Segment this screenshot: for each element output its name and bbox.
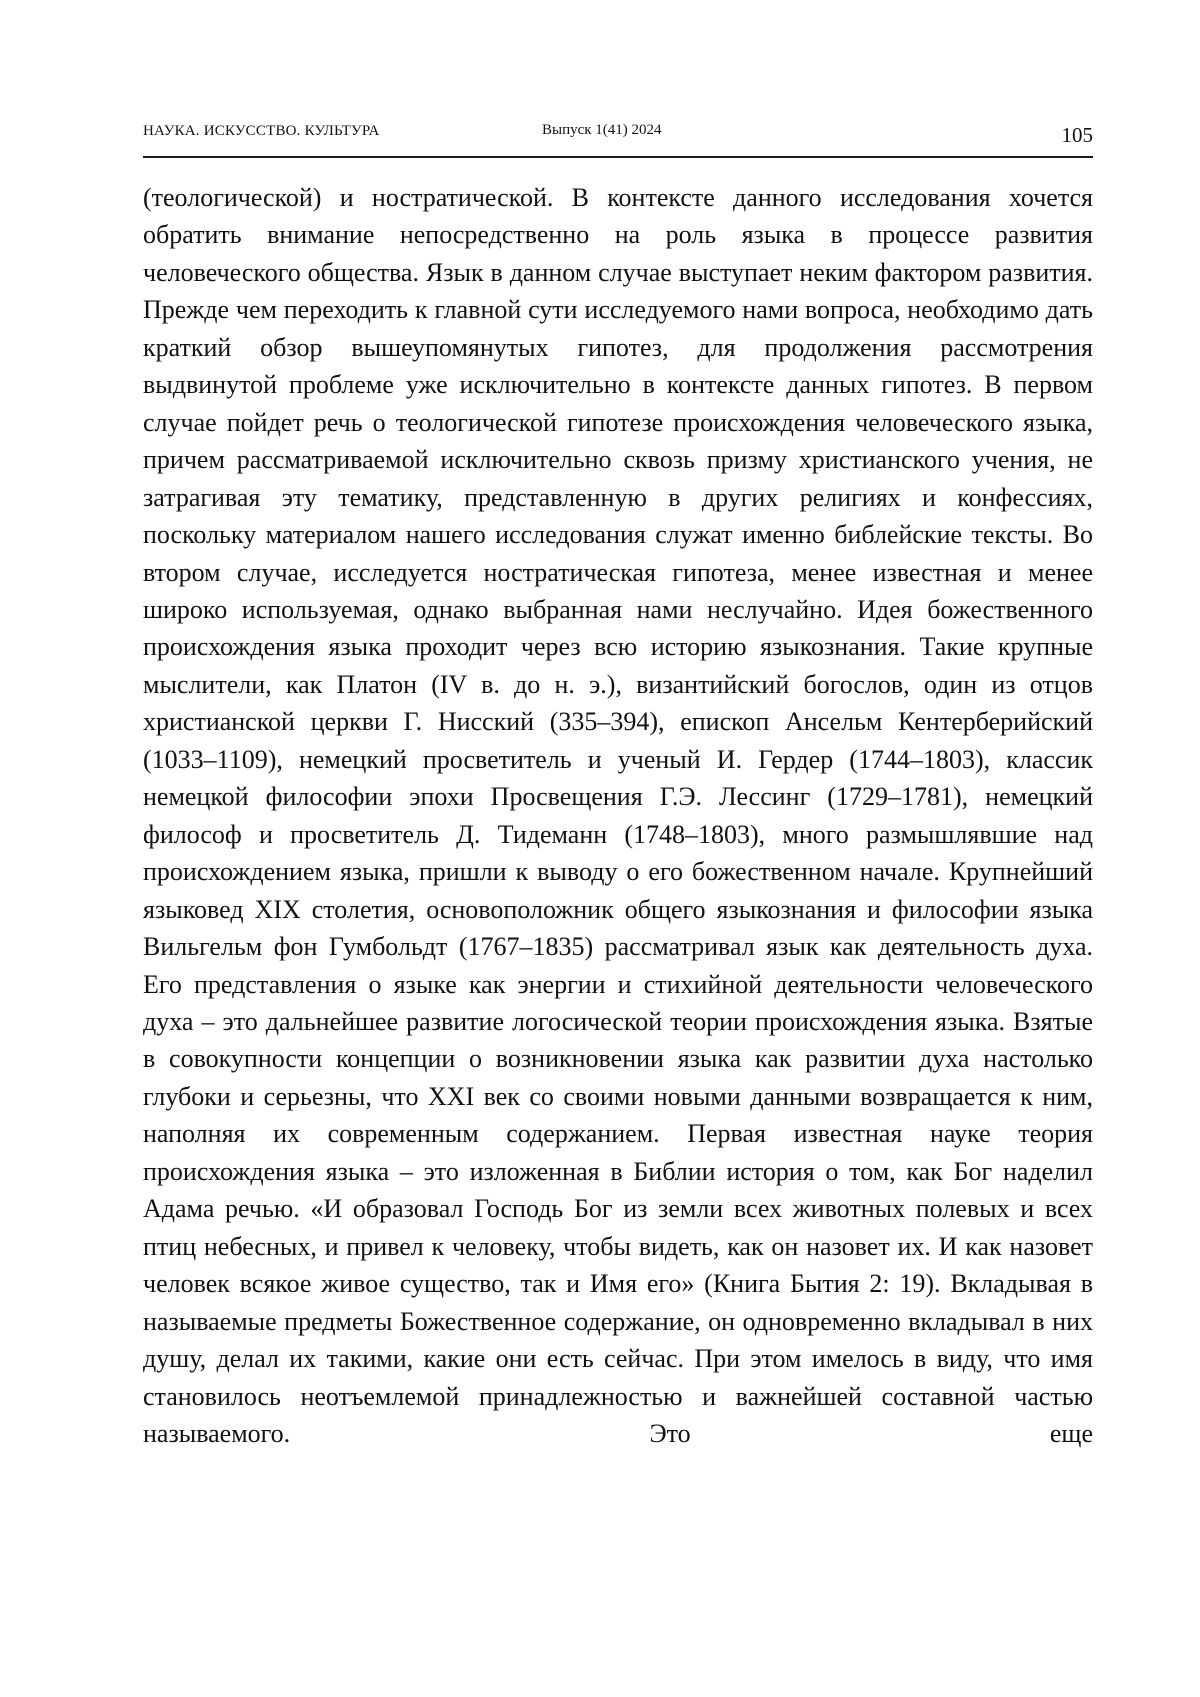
journal-page bbox=[0, 0, 1200, 1697]
running-header bbox=[143, 116, 1093, 158]
journal-title: НАУКА. ИСКУССТВО. КУЛЬТУРА bbox=[143, 123, 380, 140]
page-number: 105 bbox=[1062, 123, 1094, 148]
body-paragraph: (теологической) и ностратической. В контексте данного исследования хочется обратить внимание непосредственно на роль языка в процессе развития человеческого общества. Язык в данном случае выступает неким фактором развития. Прежде чем переходить к главной сути исследуемого нами вопроса, необходимо дать краткий обзор вышеупомянутых гипотез, для продолжения рассмотрения выдвинутой проблеме уже исключительно в контексте данных гипотез. В первом случае пойдет речь о теологической гипотезе происхождения человеческого языка, причем рассматриваемой исключительно сквозь призму христианского учения, не затрагивая эту тематику, представленную в других религиях и конфессиях, поскольку материалом нашего исследования служат именно библейские тексты. Во втором случае, исследуется ностратическая гипотеза, менее известная и менее широко используемая, однако выбранная нами неслучайно. Идея божественного происхождения языка проходит через всю историю языкознания. Такие крупные мыслители, как Платон (IV в. до н. э.), византийский богослов, один из отцов христианской церкви Г. Нисский (335–394), епископ Ансельм Кентерберийский (1033–1109), немецкий просветитель и ученый И. Гердер (1744–1803), классик немецкой философии эпохи Просвещения Г.Э. Лессинг (1729–1781), немецкий философ и просветитель Д. Тидеманн (1748–1803), много размышлявшие над происхождением языка, пришли к выводу о его божественном начале. Крупнейший языковед XIX столетия, основоположник общего языкознания и философии языка Вильгельм фон Гумбольдт (1767–1835) рассматривал язык как деятельность духа. Его представления о языке как энергии и стихийной деятельности человеческого духа – это дальнейшее развитие логосической теории происхождения языка. Взятые в совокупности концепции о возникновении языка как развитии духа настолько глубоки и серьезны, что XXI век со своими новыми данными возвращается к ним, наполняя их современным содержанием. Первая известная науке теория происхождения языка – это изложенная в Библии история о том, как Бог наделил Адама речью. «И образовал Господь Бог из земли всех животных полевых и всех птиц небесных, и привел к человеку, чтобы видеть, как он назовет их. И как назовет человек всякое живое существо, так и Имя его» (Книга Бытия 2: 19). Вкладывая в называемые предметы Божественное содержание, он одновременно вкладывал в них душу, делал их такими, какие они есть сейчас. При этом имелось в виду, что имя становилось неотъемлемой принадлежностью и важнейшей составной частью называемого. Это еще bbox=[143, 179, 1093, 1452]
issue-label: Выпуск 1(41) 2024 bbox=[542, 122, 662, 139]
